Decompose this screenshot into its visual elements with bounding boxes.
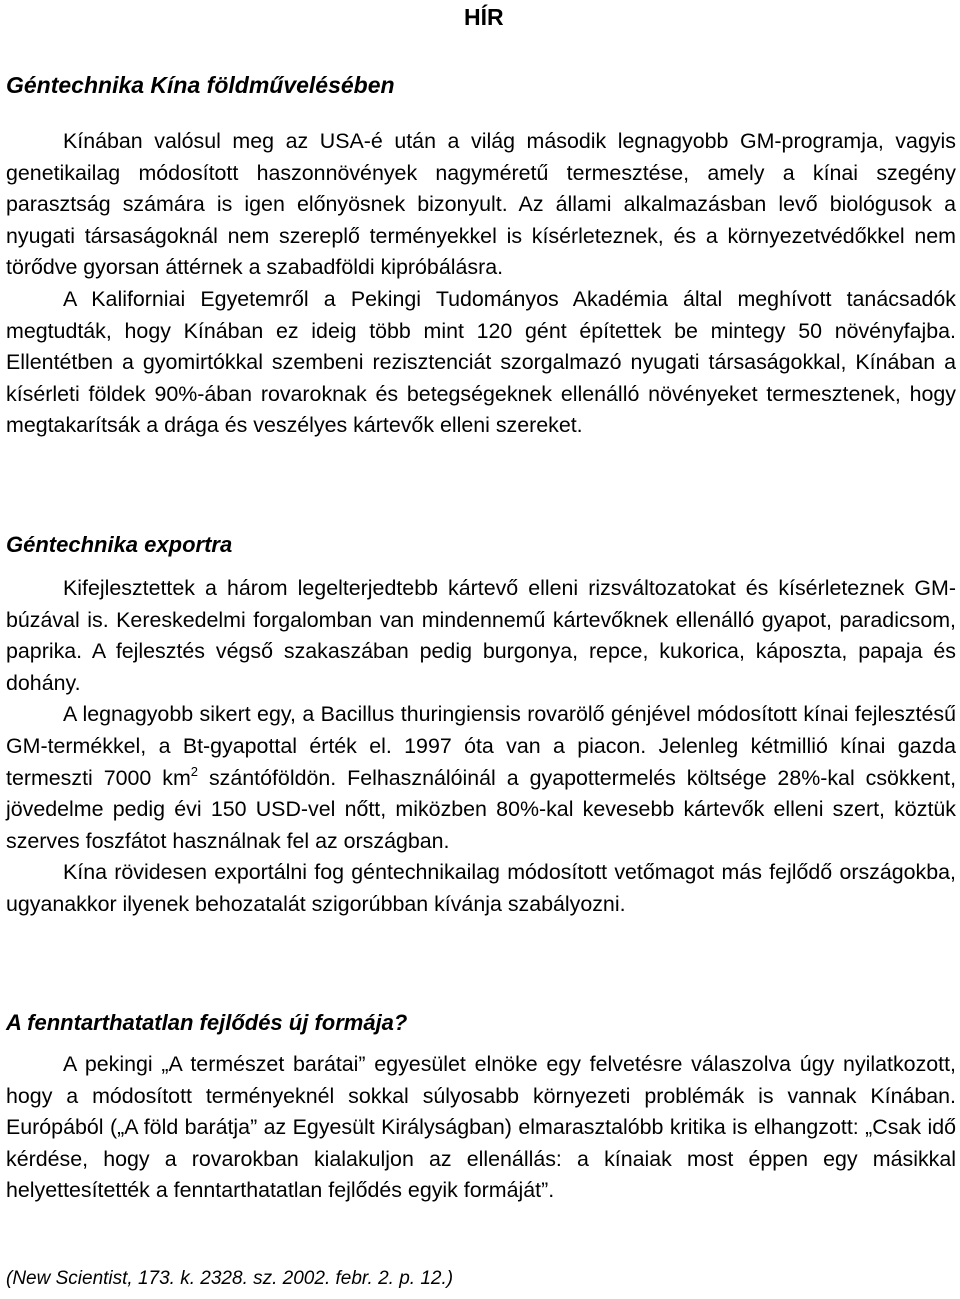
paragraph: A Kaliforniai Egyetemről a Pekingi Tudományos Akadémia által meghívott tanácsadók megtudták, hogy Kínában ez ideig több mint 120 gént építettek be mintegy 50 növényfajba. Ellentétben a gyomirtókkal szembeni rezisztenciát szorgalmazó nyugati társaságokkal, Kínában a kísérleti földek 90%-ában rovaroknak és betegségeknek ellenálló növényeket termesztenek, hogy megtakarítsák a drága és veszélyes kártevők elleni szereket. xyxy=(6,286,956,438)
superscript: 2 xyxy=(190,763,199,779)
subheading-sustainability: A fenntarthatatlan fejlődés új formája? xyxy=(6,1010,408,1035)
section-2-body xyxy=(6,573,956,921)
subheading-export: Géntechnika exportra xyxy=(6,532,233,557)
paragraph: Kifejlesztettek a három legelterjedtebb kártevő elleni rizsváltozatokat és kísérleteznek GM-búzával is. Kereskedelmi forgalomban van mindennemű kártevőknek ellenálló gyapot, paradicsom, paprika. A fejlesztés végső szakaszában pedig burgonya, repce, kukorica, káposzta, papaja és dohány. xyxy=(6,576,956,695)
paragraph-text: szántóföldön. Felhasználóinál a gyapottermelés költsége 28%-kal csökkent, jövedelme pedig évi 150 USD-vel nőtt, miközben 80%-kal kevesebb kártevők elleni szert, köztük szerves foszfátot használnak fel az országban. xyxy=(6,765,957,853)
section-1-body xyxy=(6,126,956,442)
paragraph-with-superscript xyxy=(6,699,956,857)
paragraph: Kína rövidesen exportálni fog géntechnikailag módosított vetőmagot más fejlődő országokba, ugyanakkor ilyenek behozatalát szigorúbban kívánja szabályozni. xyxy=(6,860,956,916)
source-citation: (New Scientist, 173. k. 2328. sz. 2002. febr. 2. p. 12.) xyxy=(6,1268,454,1289)
article-title: Géntechnika Kína földművelésében xyxy=(6,72,395,98)
paragraph-text: A legnagyobb sikert egy, a Bacillus thuringiensis rovarölő génjével módosított kínai fejlesztésű GM-termékkel, a Bt-gyapottal érték el. 1997 óta van a piacon. Jelenleg kétmillió kínai gazda termeszti 7000 km xyxy=(6,702,956,790)
paragraph: A pekingi „A természet barátai” egyesület elnöke egy felvetésre válaszolva úgy nyilatkozott, hogy a módosított terményeknél sokkal súlyosabb környezeti problémák is vannak Kínában. Európából („A föld barátja” az Egyesült Királyságban) elmarasztalóbb kritika is elhangzott: „Csak idő kérdése, hogy a rovarokban kialakuljon az ellenállás: a kínaiak most éppen egy másikkal helyettesítették a fenntarthatatlan fejlődés egyik formáját”. xyxy=(6,1052,956,1203)
section-3-body xyxy=(6,1049,956,1207)
section-label: HÍR xyxy=(464,4,504,30)
paragraph: Kínában valósul meg az USA-é után a világ második legnagyobb GM-programja, vagyis genetikailag módosított haszonnövények nagyméretű termesztése, amely a kínai szegény parasztság számára is igen előnyösnek bizonyult. Az állami alkalmazásban levő biológusok a nyugati társaságoknál nem szereplő terményekkel is kísérleteznek, és a környezetvédőkkel nem törődve gyorsan áttérnek a szabadföldi kipróbálásra. xyxy=(6,129,956,280)
